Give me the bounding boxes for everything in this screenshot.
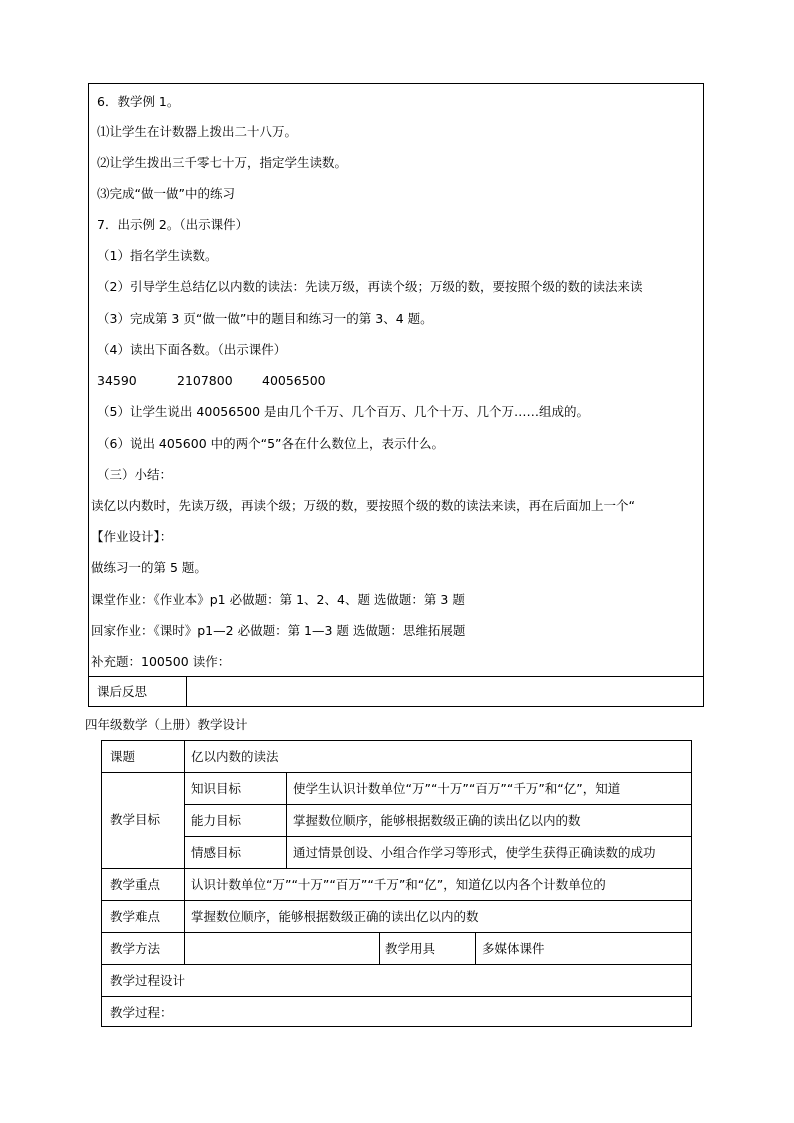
goals-label: 教学目标	[110, 812, 161, 827]
key-point-value: 认识计数单位“万”“十万”“百万”“千万”和“亿”，知道亿以内各个计数单位的	[191, 877, 606, 892]
number-item: 2107800	[177, 373, 233, 388]
summary-line: 读亿以内数时，先读万级，再读个级；万级的数，要按照个级的数的读法来读，再在后面加上一个“	[91, 498, 635, 513]
lesson-line: （2）引导学生总结亿以内数的读法：先读万级，再读个级；万级的数，要按照个级的数的读法来读	[97, 279, 643, 294]
tools-value: 多媒体课件	[482, 941, 545, 956]
lesson-continuation-table	[88, 83, 704, 707]
goal-label: 能力目标	[191, 813, 242, 828]
goal-value: 掌握数位顺序，能够根据数级正确的读出亿以内的数	[293, 813, 581, 828]
topic-value: 亿以内数的读法	[191, 749, 279, 764]
tools-label: 教学用具	[385, 941, 436, 956]
difficulty-value: 掌握数位顺序，能够根据数级正确的读出亿以内的数	[191, 909, 479, 924]
lesson-line: 做练习一的第 5 题。	[91, 560, 207, 575]
lesson-line: 6．教学例 1。	[97, 94, 180, 109]
lesson-line: 补充题：100500 读作：	[91, 654, 231, 669]
goal-value: 使学生认识计数单位“万”“十万”“百万”“千万”和“亿”，知道	[293, 781, 621, 796]
lesson-line: （5）让学生说出 40056500 是由几个千万、几个百万、几个十万、几个万……组成的。	[97, 404, 590, 419]
lesson-line: （3）完成第 3 页“做一做”中的题目和练习一的第 3、4 题。	[97, 311, 433, 326]
section-heading: 四年级数学（上册）教学设计	[85, 717, 248, 732]
method-label: 教学方法	[110, 941, 161, 956]
lesson-line: ⑵让学生拨出三千零七十万，指定学生读数。	[97, 155, 348, 170]
lesson-line: 7．出示例 2。（出示课件）	[97, 217, 249, 232]
reflection-label: 课后反思	[89, 677, 187, 707]
number-item: 34590	[97, 373, 137, 388]
lesson-line: （1）指名学生读数。	[97, 248, 218, 263]
number-item: 40056500	[262, 373, 326, 388]
process-design-label: 教学过程设计	[110, 973, 186, 988]
goal-label: 知识目标	[191, 781, 242, 796]
number-list	[97, 373, 326, 389]
topic-label: 课题	[110, 749, 136, 764]
lesson-content-cell	[89, 84, 703, 676]
goal-value: 通过情景创设、小组合作学习等形式，使学生获得正确读数的成功	[293, 845, 656, 860]
process-label: 教学过程：	[110, 1005, 173, 1020]
goal-label: 情感目标	[191, 845, 242, 860]
lesson-line: ⑶完成“做一做”中的练习	[97, 186, 235, 201]
difficulty-label: 教学难点	[110, 909, 161, 924]
lesson-line: ⑴让学生在计数器上拨出二十八万。	[97, 124, 298, 139]
key-point-label: 教学重点	[110, 877, 161, 892]
lesson-line: （4）读出下面各数。（出示课件）	[97, 342, 287, 357]
lesson-line: （三）小结：	[97, 467, 173, 482]
homework-heading: 【作业设计】：	[91, 529, 173, 544]
lesson-design-table	[101, 740, 692, 1027]
lesson-line: 回家作业：《课时》p1—2 必做题：第 1—3 题 选做题：思维拓展题	[91, 623, 466, 638]
lesson-line: 课堂作业：《作业本》p1 必做题：第 1、2、4、题 选做题：第 3 题	[91, 592, 465, 607]
lesson-line: （6）说出 405600 中的两个“5”各在什么数位上，表示什么。	[97, 436, 445, 451]
reflection-row	[89, 676, 703, 707]
